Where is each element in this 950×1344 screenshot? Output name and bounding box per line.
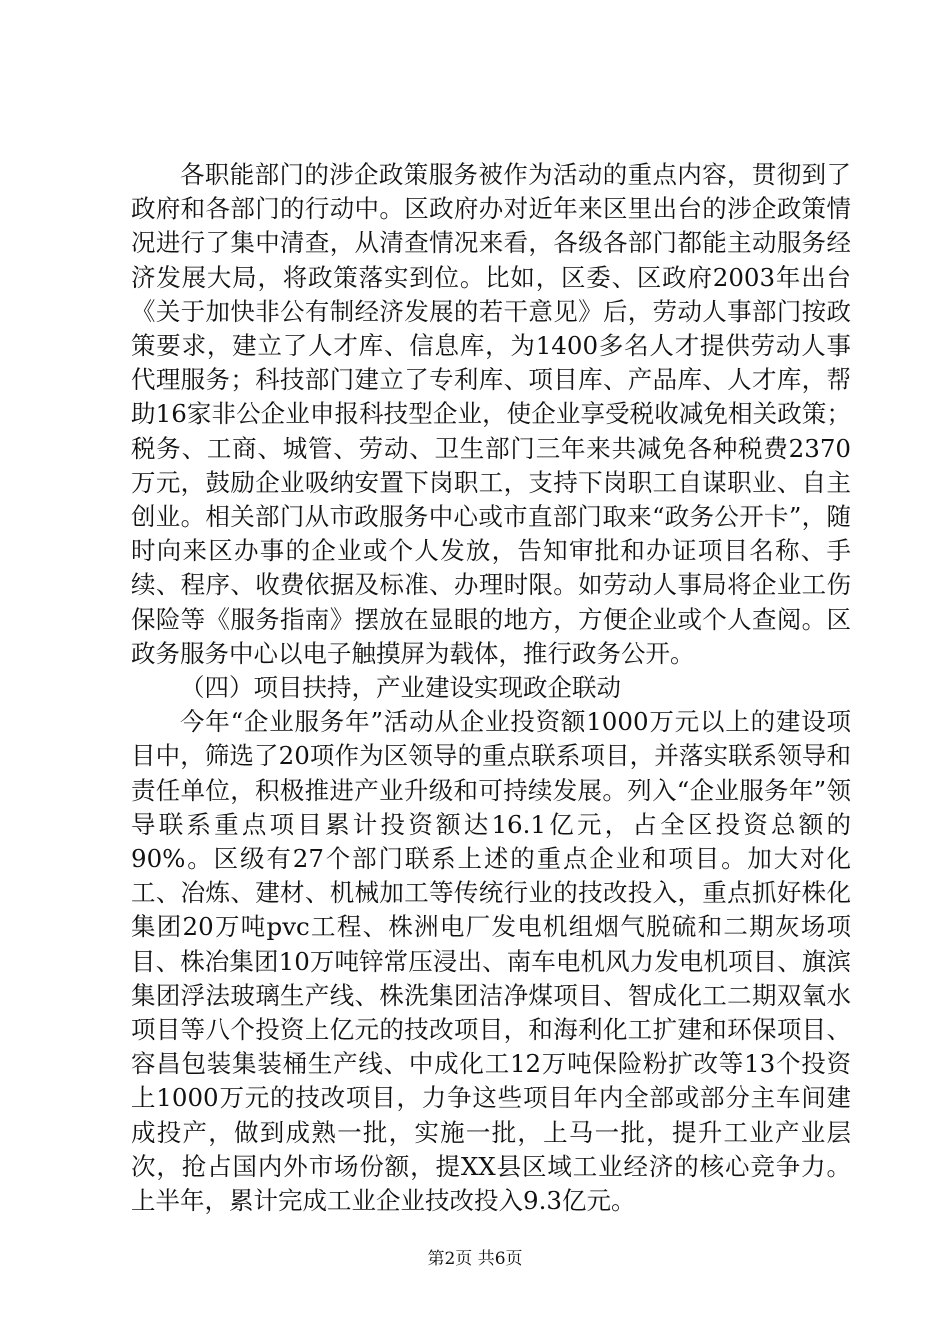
page-footer <box>0 1244 950 1269</box>
paragraph-project-support: 今年“企业服务年”活动从企业投资额1000万元以上的建设项目中，筛选了20项作为区领导的重点联系项目，并落实联系领导和责任单位，积极推进产业升级和可持续发展。列入“企业服务年”领导联系重点项目累计投资额达16.1亿元，占全区投资总额的90%。区级有27个部门联系上述的重点企业和项目。加大对化工、冶炼、建材、机械加工等传统行业的技改投入，重点抓好株化集团20万吨pvc工程、株洲电厂发电机组烟气脱硫和二期灰场项目、株冶集团10万吨锌常压浸出、南车电机风力发电机项目、旗滨集团浮法玻璃生产线、株洗集团洁净煤项目、智成化工二期双氧水项目等八个投资上亿元的技改项目，和海利化工扩建和环保项目、容昌包装集装桶生产线、中成化工12万吨保险粉扩改等13个投资上1000万元的技改项目，力争这些项目年内全部或部分主车间建成投产，做到成熟一批，实施一批，上马一批，提升工业产业层次，抢占国内外市场份额，提XX县区域工业经济的核心竞争力。上半年，累计完成工业企业技改投入9.3亿元。 <box>131 707 851 1216</box>
page-number: 第2页 共6页 <box>427 1249 523 1269</box>
section-heading: （四）项目扶持，产业建设实现政企联动 <box>180 673 621 703</box>
document-body <box>131 158 851 1218</box>
paragraph-policy-services: 各职能部门的涉企政策服务被作为活动的重点内容，贯彻到了政府和各部门的行动中。区政府办对近年来区里出台的涉企政策情况进行了集中清查，从清查情况来看，各级各部门都能主动服务经济发展大局，将政策落实到位。比如，区委、区政府2003年出台《关于加快非公有制经济发展的若干意见》后，劳动人事部门按政策要求，建立了人才库、信息库，为1400多名人才提供劳动人事代理服务；科技部门建立了专利库、项目库、产品库、人才库，帮助16家非公企业申报科技型企业，使企业享受税收减免相关政策；税务、工商、城管、劳动、卫生部门三年来共减免各种税费2370万元，鼓励企业吸纳安置下岗职工，支持下岗职工自谋职业、自主创业。相关部门从市政服务中心或市直部门取来“政务公开卡”，随时向来区办事的企业或个人发放，告知审批和办证项目名称、手续、程序、收费依据及标准、办理时限。如劳动人事局将企业工伤保险等《服务指南》摆放在显眼的地方，方便企业或个人查阅。区政务服务中心以电子触摸屏为载体，推行政务公开。 <box>131 160 851 668</box>
